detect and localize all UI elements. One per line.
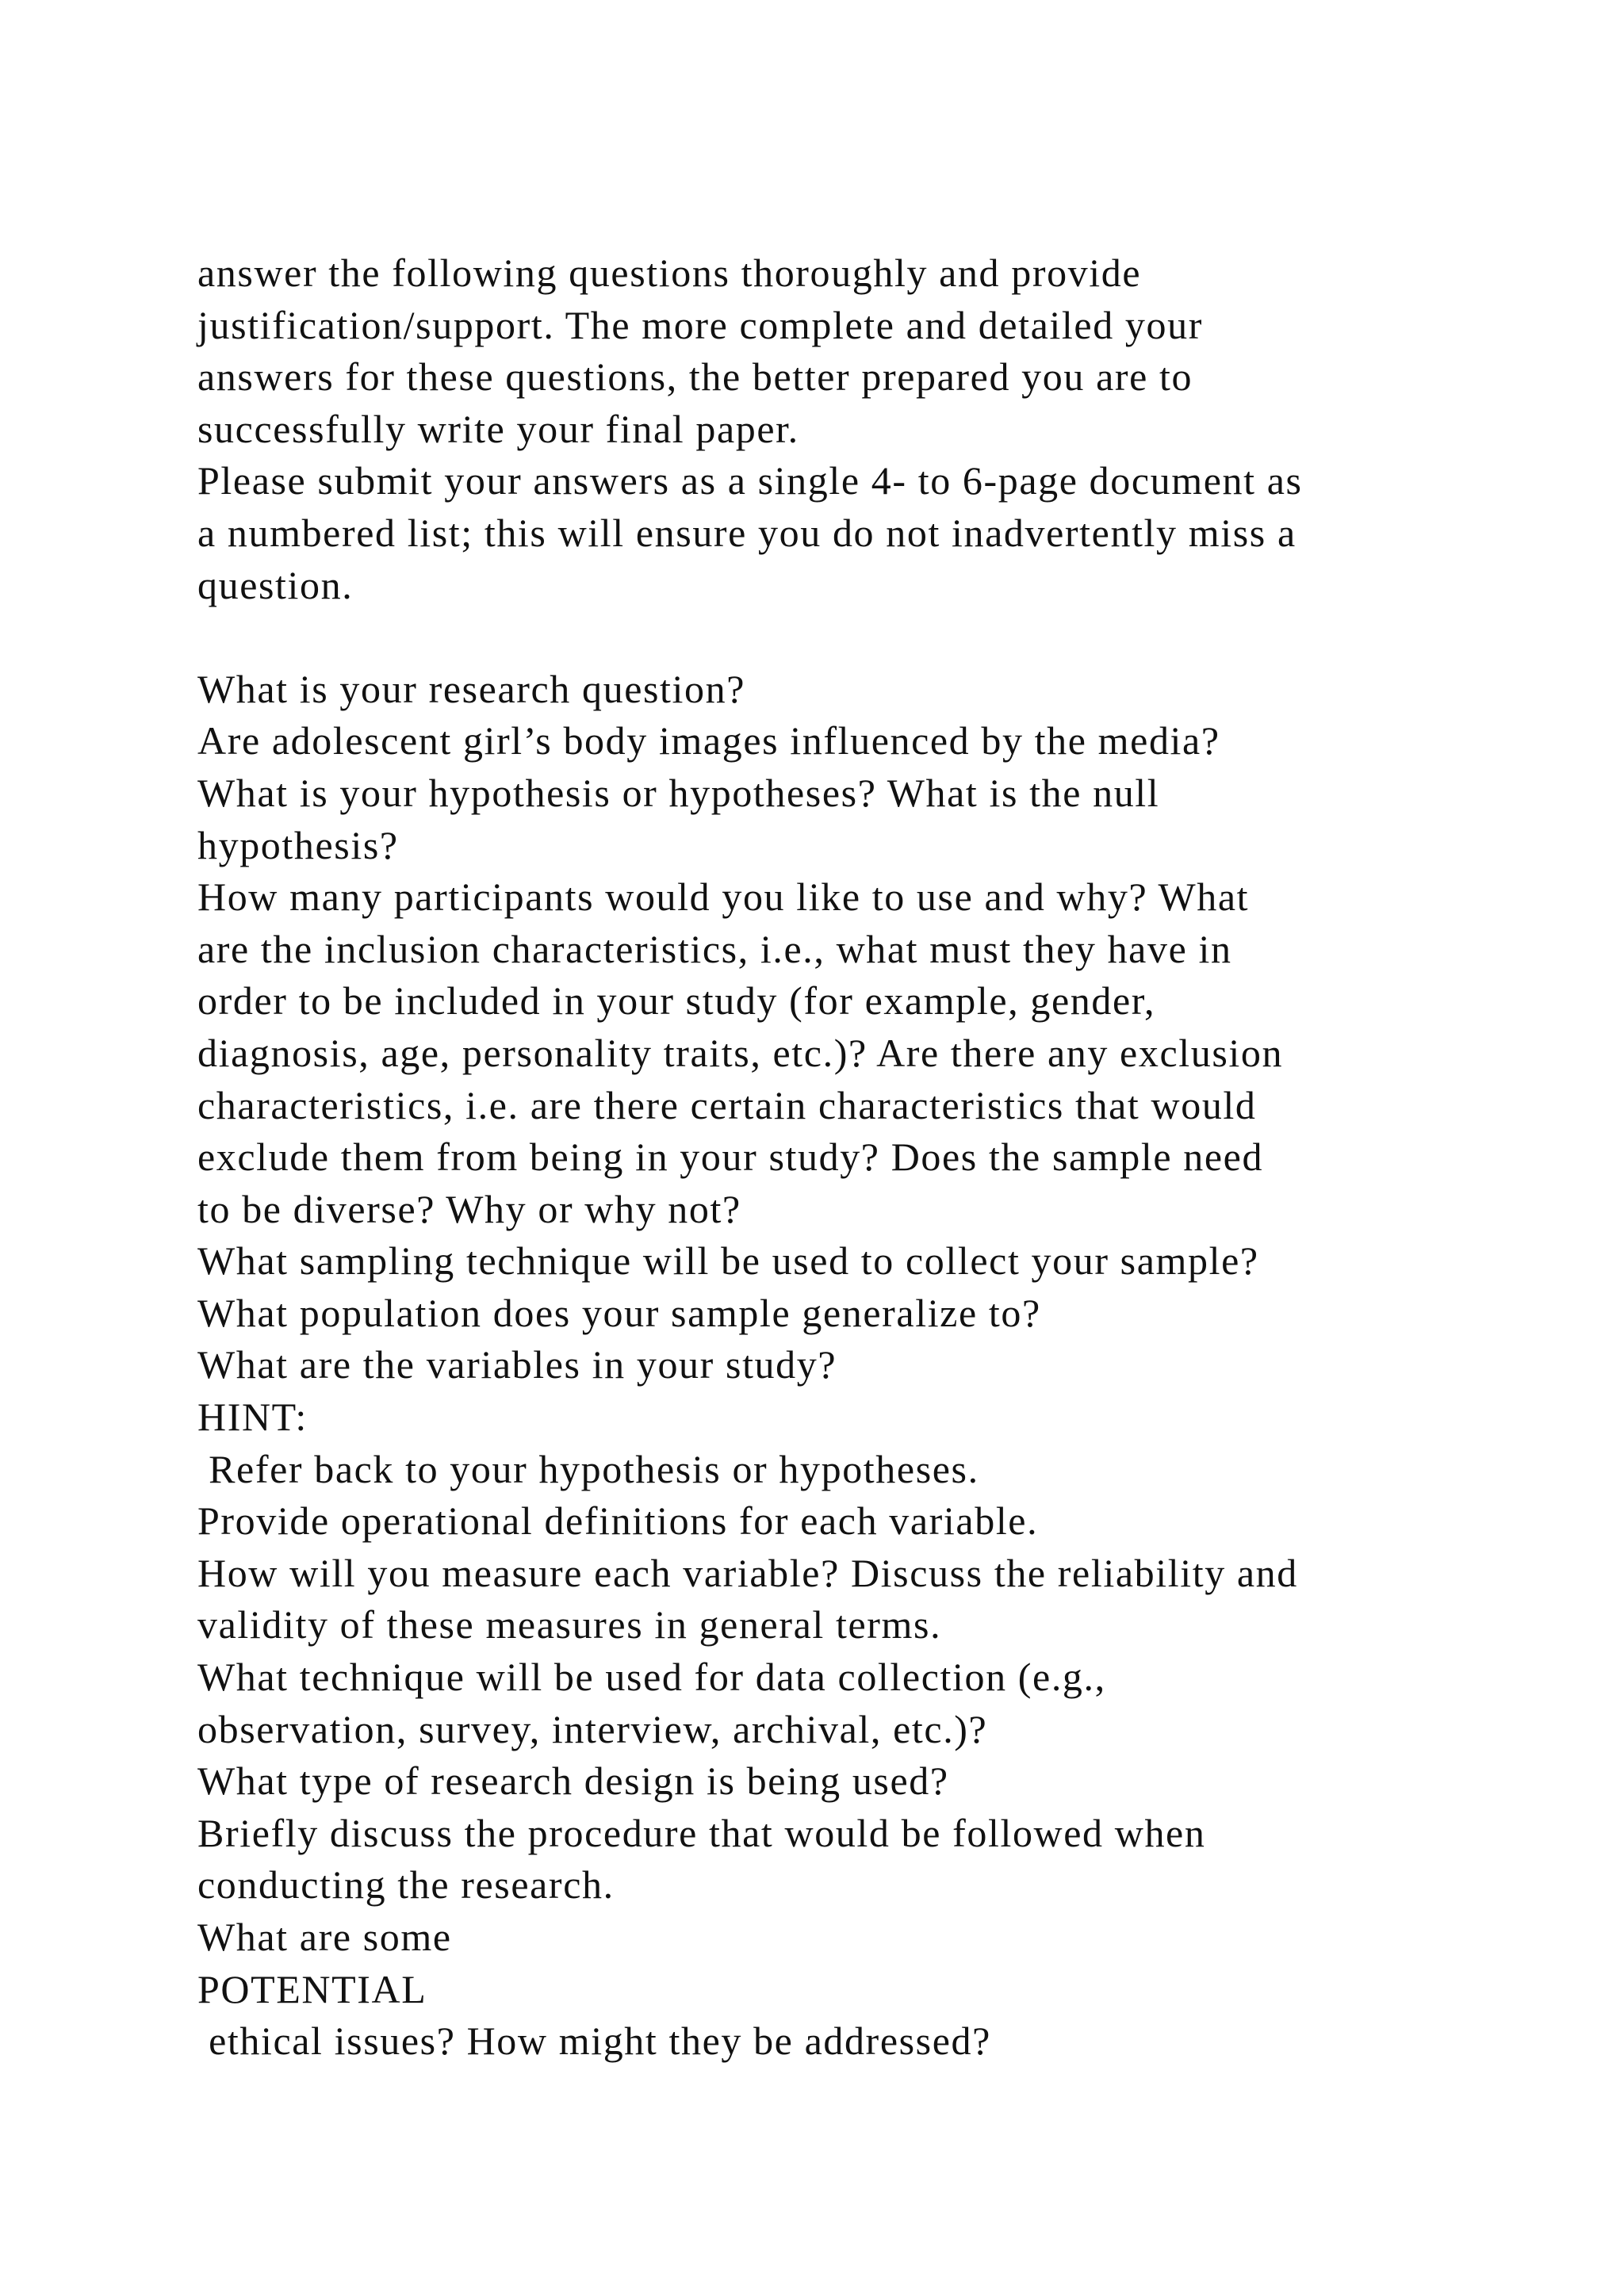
text-line: observation, survey, interview, archival, etc.)? bbox=[197, 1706, 988, 1751]
text-line: characteristics, i.e. are there certain characteristics that would bbox=[197, 1082, 1257, 1127]
text-line: What sampling technique will be used to collect your sample? bbox=[197, 1238, 1259, 1284]
text-line: How will you measure each variable? Discuss the reliability and bbox=[197, 1550, 1298, 1595]
text-line: Refer back to your hypothesis or hypotheses. bbox=[197, 1446, 979, 1491]
text-line: Provide operational definitions for each variable. bbox=[197, 1498, 1039, 1544]
text-line: conducting the research. bbox=[197, 1862, 615, 1908]
text-line: answers for these questions, the better prepared you are to bbox=[197, 354, 1193, 400]
text-line: Are adolescent girl’s body images influenced by the media? bbox=[197, 718, 1220, 763]
text-line: ethical issues? How might they be addressed? bbox=[197, 2019, 991, 2064]
text-line: diagnosis, age, personality traits, etc.)? Are there any exclusion bbox=[197, 1030, 1284, 1075]
text-line: How many participants would you like to use and why? What bbox=[197, 874, 1250, 920]
text-line: What is your hypothesis or hypotheses? What is the null bbox=[197, 770, 1160, 815]
text-line: What are some bbox=[197, 1915, 452, 1959]
text-line: What population does your sample generalize to? bbox=[197, 1290, 1041, 1335]
text-line: question. bbox=[197, 562, 354, 607]
text-line: answer the following questions thoroughly and provide bbox=[197, 251, 1142, 295]
text-line: HINT: bbox=[197, 1395, 308, 1440]
text-line: What are the variables in your study? bbox=[197, 1342, 837, 1387]
document-body bbox=[197, 247, 1530, 2068]
text-line: What technique will be used for data collection (e.g., bbox=[197, 1655, 1106, 1700]
text-line: successfully write your final paper. bbox=[197, 406, 799, 451]
text-line: order to be included in your study (for example, gender, bbox=[197, 978, 1156, 1024]
text-line: What is your research question? bbox=[197, 666, 746, 711]
text-line: What type of research design is being used? bbox=[197, 1758, 949, 1804]
blank-line bbox=[197, 611, 1530, 664]
text-line: POTENTIAL bbox=[197, 1966, 427, 2011]
text-line: Briefly discuss the procedure that would be followed when bbox=[197, 1810, 1206, 1855]
text-line: are the inclusion characteristics, i.e., what must they have in bbox=[197, 926, 1232, 971]
text-line: exclude them from being in your study? Does the sample need bbox=[197, 1135, 1264, 1180]
text-line: Please submit your answers as a single 4- to 6-page document as bbox=[197, 458, 1303, 503]
text-line: to be diverse? Why or why not? bbox=[197, 1186, 741, 1231]
text-line: hypothesis? bbox=[197, 822, 399, 867]
text-line: justification/support. The more complete and detailed your bbox=[197, 302, 1203, 347]
text-line: a numbered list; this will ensure you do not inadvertently miss a bbox=[197, 510, 1297, 555]
text-line: validity of these measures in general terms. bbox=[197, 1602, 942, 1647]
